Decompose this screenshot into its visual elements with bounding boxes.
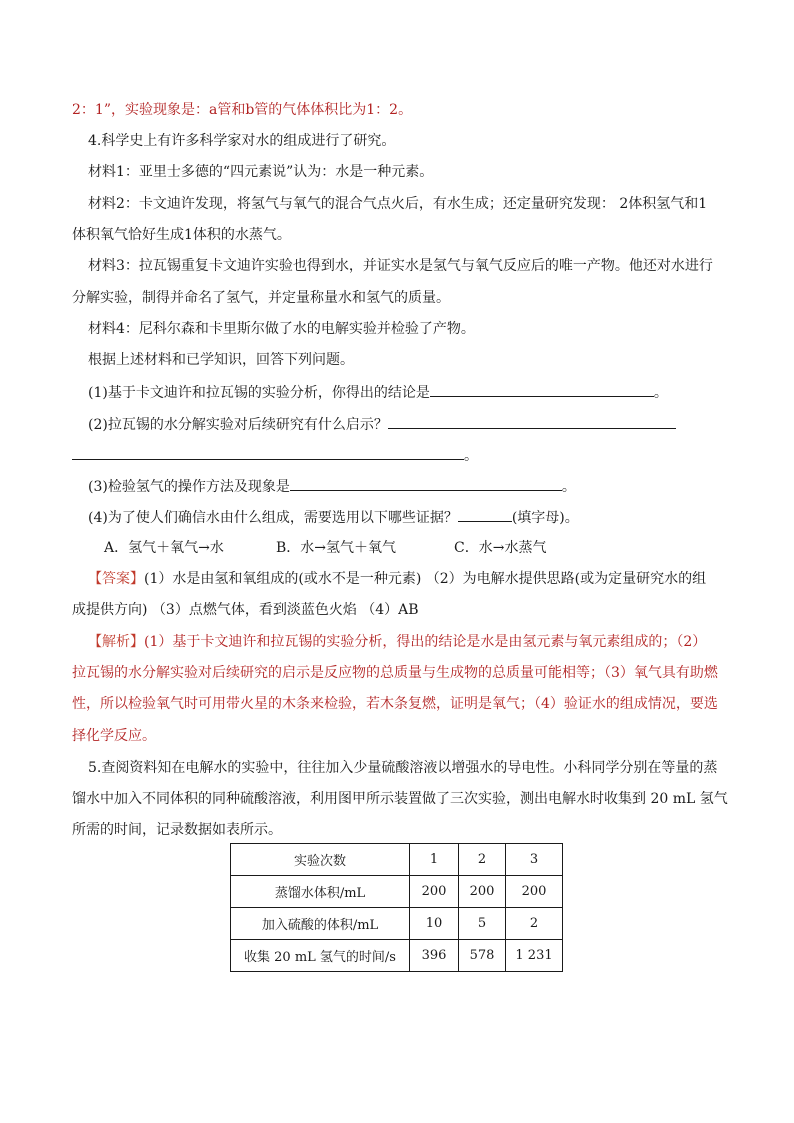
sub-question-3-text: (3)检验氢气的操作方法及现象是 [88, 479, 290, 495]
sub-question-4-text: (4)为了使人们确信水由什么组成，需要选用以下哪些证据？ [88, 510, 458, 526]
previous-answer-continuation: 2：1”，实验现象是：a管和b管的气体体积比为1：2。 [72, 102, 413, 118]
experiment-data-table [230, 843, 563, 972]
sub-question-2-text: (2)拉瓦锡的水分解实验对后续研究有什么启示？ [88, 417, 388, 433]
table-row [231, 876, 563, 908]
sub-question-3-period: 。 [561, 479, 576, 495]
table-header-cell: 1 [410, 844, 459, 876]
analysis-line-1 [88, 632, 706, 652]
sub-question-4 [88, 507, 579, 528]
table-row [231, 940, 563, 972]
table-header-row [231, 844, 563, 876]
answer-blank-2b[interactable] [72, 445, 464, 460]
sub-question-3 [88, 476, 576, 497]
answer-line-2: 成提供方向) （3）点燃气体，看到淡蓝色火焰 （4）AB [72, 602, 419, 618]
table-cell: 200 [459, 876, 506, 908]
answer-blank-4[interactable] [458, 507, 512, 522]
answer-tag: 【答案】 [88, 571, 144, 587]
material-2-line-1: 材料2：卡文迪许发现，将氢气与氧气的混合气点火后，有水生成；还定量研究发现： 2体积氢气和1 [88, 196, 708, 212]
table-header-cell: 实验次数 [231, 844, 410, 876]
table-cell: 5 [459, 908, 506, 940]
analysis-text-1: (1）基于卡文迪许和拉瓦锡的实验分析，得出的结论是水是由氢元素与氧元素组成的；（2） [144, 634, 707, 650]
table-row-label: 蒸馏水体积/mL [231, 876, 410, 908]
table-cell: 200 [410, 876, 459, 908]
analysis-line-4: 择化学反应。 [72, 728, 156, 744]
option-c: C．水→水蒸气 [454, 540, 547, 556]
table-cell: 10 [410, 908, 459, 940]
table-header-cell: 3 [506, 844, 563, 876]
sub-question-1 [88, 382, 668, 403]
material-4: 材料4：尼科尔森和卡里斯尔做了水的电解实验并检验了产物。 [88, 321, 475, 337]
table-cell: 578 [459, 940, 506, 972]
sub-question-2-continuation [72, 445, 478, 466]
analysis-line-2: 拉瓦锡的水分解实验对后续研究的启示是反应物的总质量与生成物的总质量可能相等；（3）氧气具有助燃 [72, 665, 718, 681]
material-2-line-2: 体积氧气恰好生成1体积的水蒸气。 [72, 227, 291, 243]
answer-blank-3[interactable] [290, 476, 562, 491]
sub-question-2 [88, 414, 676, 435]
sub-question-4-suffix: (填字母)。 [511, 510, 579, 526]
question-5-line-3: 所需的时间，记录数据如表所示。 [72, 822, 282, 838]
table-cell: 200 [506, 876, 563, 908]
table-row [231, 908, 563, 940]
table-cell: 1 231 [506, 940, 563, 972]
table-row-label: 收集 20 mL 氢气的时间/s [231, 940, 410, 972]
table-header-cell: 2 [459, 844, 506, 876]
material-3-line-2: 分解实验，制得并命名了氢气，并定量称量水和氢气的质量。 [72, 290, 450, 306]
answer-blank-1[interactable] [430, 382, 654, 397]
material-3-line-1: 材料3：拉瓦锡重复卡文迪许实验也得到水，并证实水是氢气与氧气反应后的唯一产物。他还对水进行 [88, 258, 713, 274]
option-a: A．氢气＋氧气→水 [104, 540, 224, 556]
sub-question-1-text: (1)基于卡文迪许和拉瓦锡的实验分析，你得出的结论是 [88, 385, 430, 401]
question-4-stem: 4.科学史上有许多科学家对水的组成进行了研究。 [88, 133, 396, 149]
material-1: 材料1：亚里士多德的“四元素说”认为：水是一种元素。 [88, 164, 434, 180]
answer-line-1 [88, 569, 706, 589]
sub-question-1-period: 。 [653, 385, 668, 401]
answer-text-1: (1）水是由氢和氧组成的(或水不是一种元素) （2）为电解水提供思路(或为定量研究水的组 [144, 571, 707, 587]
table-cell: 396 [410, 940, 459, 972]
table-cell: 2 [506, 908, 563, 940]
option-b: B．水→氢气＋氧气 [276, 540, 397, 556]
question-5-line-1: 5.查阅资料知在电解水的实验中，往往加入少量硫酸溶液以增强水的导电性。小科同学分别在等量的蒸 [88, 760, 718, 776]
table-row-label: 加入硫酸的体积/mL [231, 908, 410, 940]
answer-blank-2a[interactable] [388, 414, 676, 429]
instruction: 根据上述材料和已学知识，回答下列问题。 [88, 352, 354, 368]
analysis-tag: 【解析】 [88, 634, 144, 650]
question-5-line-2: 馏水中加入不同体积的同种硫酸溶液，利用图甲所示装置做了三次实验，测出电解水时收集到 20 mL 氢气 [72, 791, 728, 807]
analysis-line-3: 性，所以检验氧气时可用带火星的木条来检验，若木条复燃，证明是氧气；（4）验证水的组成情况，要选 [72, 696, 718, 712]
sub-question-2-period: 。 [464, 448, 478, 464]
